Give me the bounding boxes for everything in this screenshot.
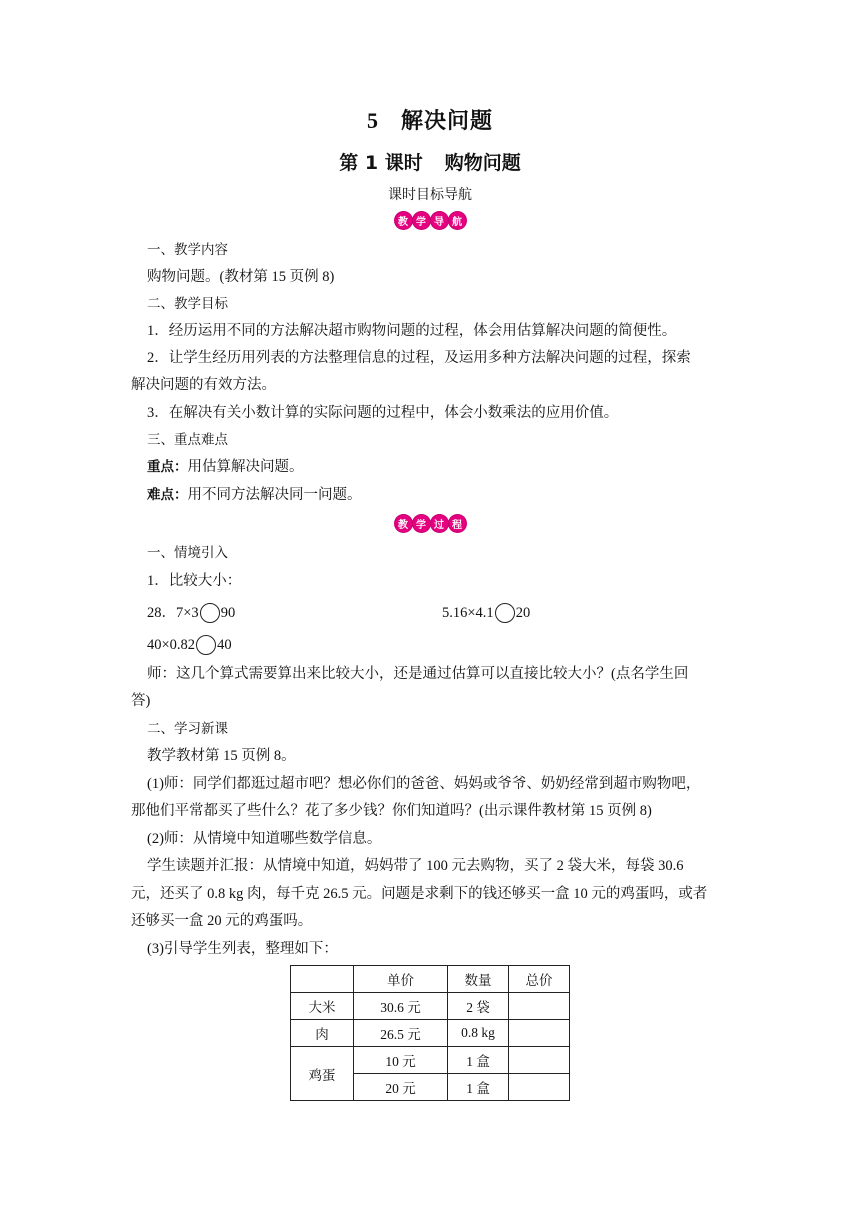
badge-char: 导 — [431, 212, 448, 229]
table-row — [291, 993, 570, 1020]
table-cell: 26.5 元 — [354, 1020, 448, 1047]
heading-key-points: 三、重点难点 — [147, 432, 228, 448]
badge-char: 程 — [449, 515, 466, 532]
teacher-question-line-2: 答) — [131, 693, 151, 709]
lesson-number: 第 1 课时 — [339, 152, 423, 174]
table-cell: 30.6 元 — [354, 993, 448, 1020]
table-cell: 1 盒 — [448, 1047, 509, 1074]
difficulty-text: 用不同方法解决同一问题。 — [187, 487, 362, 503]
table-header-cell — [291, 966, 354, 993]
teaching-process-badge — [0, 515, 860, 532]
table-header-row — [291, 966, 570, 993]
heading-teaching-content: 一、教学内容 — [147, 242, 228, 258]
table-cell — [509, 993, 570, 1020]
difficulty-label: 难点： — [147, 487, 188, 503]
badge-char: 学 — [413, 212, 430, 229]
expression-1-right: 90 — [220, 605, 236, 621]
expression-3-right: 40 — [217, 637, 232, 653]
compare-circle — [495, 603, 515, 623]
table-cell: 2 袋 — [448, 993, 509, 1020]
badge-char: 教 — [395, 212, 412, 229]
step-3: (3)引导学生列表，整理如下： — [147, 941, 338, 957]
difficulty-point — [147, 485, 362, 505]
goal-3: 3．在解决有关小数计算的实际问题的过程中，体会小数乘法的应用价值。 — [147, 405, 619, 421]
compare-circle — [196, 635, 216, 655]
table-cell: 鸡蛋 — [291, 1047, 354, 1101]
table-cell: 大米 — [291, 993, 354, 1020]
key-label: 重点： — [147, 459, 188, 475]
expression-3 — [147, 635, 232, 655]
teaching-guide-badge — [0, 212, 860, 229]
nav-heading: 课时目标导航 — [388, 187, 472, 203]
table-row — [291, 1020, 570, 1047]
compare-prompt: 1．比较大小： — [147, 573, 242, 589]
step-1-line-2: 那他们平常都买了些什么？花了多少钱？你们知道吗？(出示课件教材第 15 页例 8) — [131, 803, 652, 819]
table-cell: 10 元 — [354, 1047, 448, 1074]
teach-example: 教学教材第 15 页例 8。 — [147, 748, 296, 764]
badge-char: 航 — [449, 212, 466, 229]
expression-1 — [147, 603, 235, 623]
goal-2-line-2: 解决问题的有效方法。 — [131, 377, 276, 393]
table-header-cell: 总价 — [509, 966, 570, 993]
step-1-line-1: (1)师：同学们都逛过超市吧？想必你们的爸爸、妈妈或爷爷、奶奶经常到超市购物吧， — [147, 776, 701, 792]
teacher-question-line-1: 师：这几个算式需要算出来比较大小，还是通过估算可以直接比较大小？(点名学生回 — [147, 666, 689, 682]
step-2: (2)师：从情境中知道哪些数学信息。 — [147, 831, 382, 847]
table-cell — [509, 1020, 570, 1047]
heading-scenario: 一、情境引入 — [147, 545, 228, 561]
student-report-line-2: 元，还买了 0.8 kg 肉，每千克 26.5 元。问题是求剩下的钱还够买一盒 10 元的鸡蛋吗，或者 — [131, 886, 708, 902]
expression-2-left: 5.16×4.1 — [442, 605, 494, 621]
student-report-line-1: 学生读题并汇报：从情境中知道，妈妈带了 100 元去购物，买了 2 袋大米，每袋 30.6 — [147, 858, 684, 874]
table-cell — [509, 1074, 570, 1101]
unit-title-text: 解决问题 — [400, 109, 493, 134]
table-cell: 20 元 — [354, 1074, 448, 1101]
student-report-line-3: 还够买一盒 20 元的鸡蛋吗。 — [131, 913, 313, 929]
badge-char: 教 — [395, 515, 412, 532]
badge-char: 过 — [431, 515, 448, 532]
key-point — [147, 457, 304, 477]
table-cell: 0.8 kg — [448, 1020, 509, 1047]
table-header-cell: 数量 — [448, 966, 509, 993]
unit-title — [0, 104, 860, 135]
heading-new-lesson: 二、学习新课 — [147, 721, 228, 737]
table-cell: 1 盒 — [448, 1074, 509, 1101]
lesson-title — [0, 148, 860, 175]
goal-2-line-1: 2．让学生经历用列表的方法整理信息的过程，及运用多种方法解决问题的过程，探索 — [147, 350, 691, 366]
table-header-cell: 单价 — [354, 966, 448, 993]
expression-1-left: 28．7×3 — [147, 605, 199, 621]
badge-char: 学 — [413, 515, 430, 532]
expression-3-left: 40×0.82 — [147, 637, 196, 653]
unit-number: 5 — [366, 108, 379, 133]
table-cell: 肉 — [291, 1020, 354, 1047]
teaching-content-text: 购物问题。(教材第 15 页例 8) — [147, 269, 335, 285]
goal-1: 1．经历运用不同的方法解决超市购物问题的过程，体会用估算解决问题的简便性。 — [147, 323, 677, 339]
table-row — [291, 1047, 570, 1074]
shopping-table — [290, 965, 570, 1101]
key-text: 用估算解决问题。 — [187, 459, 304, 475]
lesson-title-text: 购物问题 — [444, 152, 521, 174]
expression-2 — [442, 603, 530, 623]
table-cell — [509, 1047, 570, 1074]
compare-circle — [200, 603, 220, 623]
expression-2-right: 20 — [515, 605, 531, 621]
heading-teaching-goals: 二、教学目标 — [147, 296, 228, 312]
